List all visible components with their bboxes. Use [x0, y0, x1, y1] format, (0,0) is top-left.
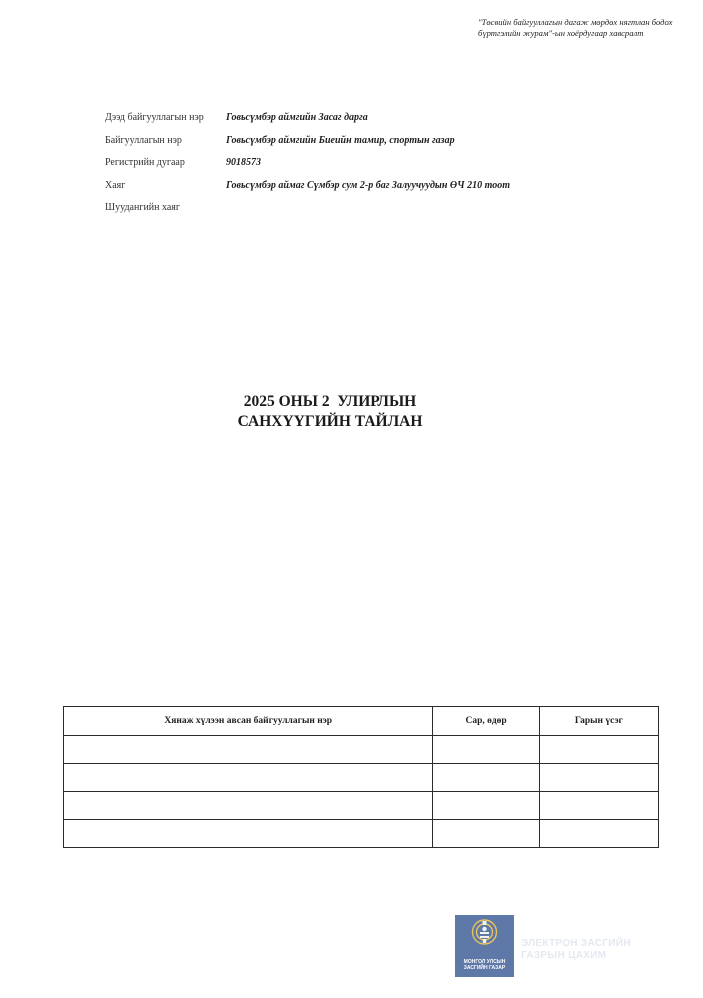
cell-date	[433, 792, 539, 820]
cell-signature	[539, 736, 658, 764]
cell-date	[433, 764, 539, 792]
info-row-address	[105, 180, 665, 203]
info-label: Шуудангийн хаяг	[105, 202, 180, 213]
header-date: Сар, өдөр	[433, 707, 539, 736]
info-label: Хаяг	[105, 179, 126, 191]
info-row-org-name	[105, 135, 665, 158]
info-label: Байгууллагын нэр	[105, 134, 182, 146]
emblem-caption-line2: ЗАСГИЙН ГАЗАР	[463, 965, 506, 971]
info-label: Регистрийн дугаар	[105, 157, 185, 168]
report-title-line1: 2025 ОНЫ 2 УЛИРЛЫН	[243, 393, 417, 410]
faint-stamp-line1: ЭЛЕКТРОН ЗАСГИЙН	[521, 938, 631, 949]
cell-signature	[539, 764, 658, 792]
cell-org	[64, 792, 433, 820]
emblem-caption	[455, 959, 514, 971]
header-reviewing-org: Хянаж хүлээн авсан байгууллагын нэр	[64, 707, 433, 736]
info-row-parent-org	[105, 112, 665, 135]
report-title	[180, 392, 480, 432]
info-value: Говьсүмбэр аймаг Сүмбэр сум 2-р баг Залуучуудын ӨЧ 210 тоот	[226, 179, 511, 191]
report-title-line2: САНХҮҮГИЙН ТАЙЛАН	[237, 413, 423, 430]
cell-signature	[539, 792, 658, 820]
table-row	[64, 764, 659, 792]
government-emblem-stamp	[455, 915, 514, 977]
table-row	[64, 736, 659, 764]
soyombo-icon	[455, 915, 514, 959]
table-row	[64, 820, 659, 848]
cell-signature	[539, 820, 658, 848]
info-value: 9018573	[226, 157, 261, 168]
faint-stamp-text	[521, 938, 696, 962]
cell-org	[64, 764, 433, 792]
review-signature-table	[63, 706, 659, 848]
cell-date	[433, 736, 539, 764]
emblem-caption-line1: МОНГОЛ УЛСЫН	[463, 959, 506, 965]
cell-org	[64, 820, 433, 848]
cell-date	[433, 820, 539, 848]
info-value: Говьсүмбэр аймгийн Засаг дарга	[226, 112, 368, 123]
info-label: Дээд байгууллагын нэр	[105, 112, 204, 123]
info-value: Говьсүмбэр аймгийн Биеийн тамир, спортын газар	[226, 134, 455, 146]
organization-info	[105, 112, 665, 225]
cell-org	[64, 736, 433, 764]
table-header-row	[64, 707, 659, 736]
header-signature: Гарын үсэг	[539, 707, 658, 736]
regulation-annex-note: "Төсвийн байгууллагын дагаж мөрдөх нягтлан бодох бүртгэлийн журам"-ын хоёрдугаар хавсралт	[478, 17, 673, 38]
info-row-postal-address	[105, 202, 665, 225]
faint-stamp-line2: ГАЗРЫН ЦАХИМ	[521, 950, 607, 961]
table-row	[64, 792, 659, 820]
info-row-register-number	[105, 157, 665, 180]
